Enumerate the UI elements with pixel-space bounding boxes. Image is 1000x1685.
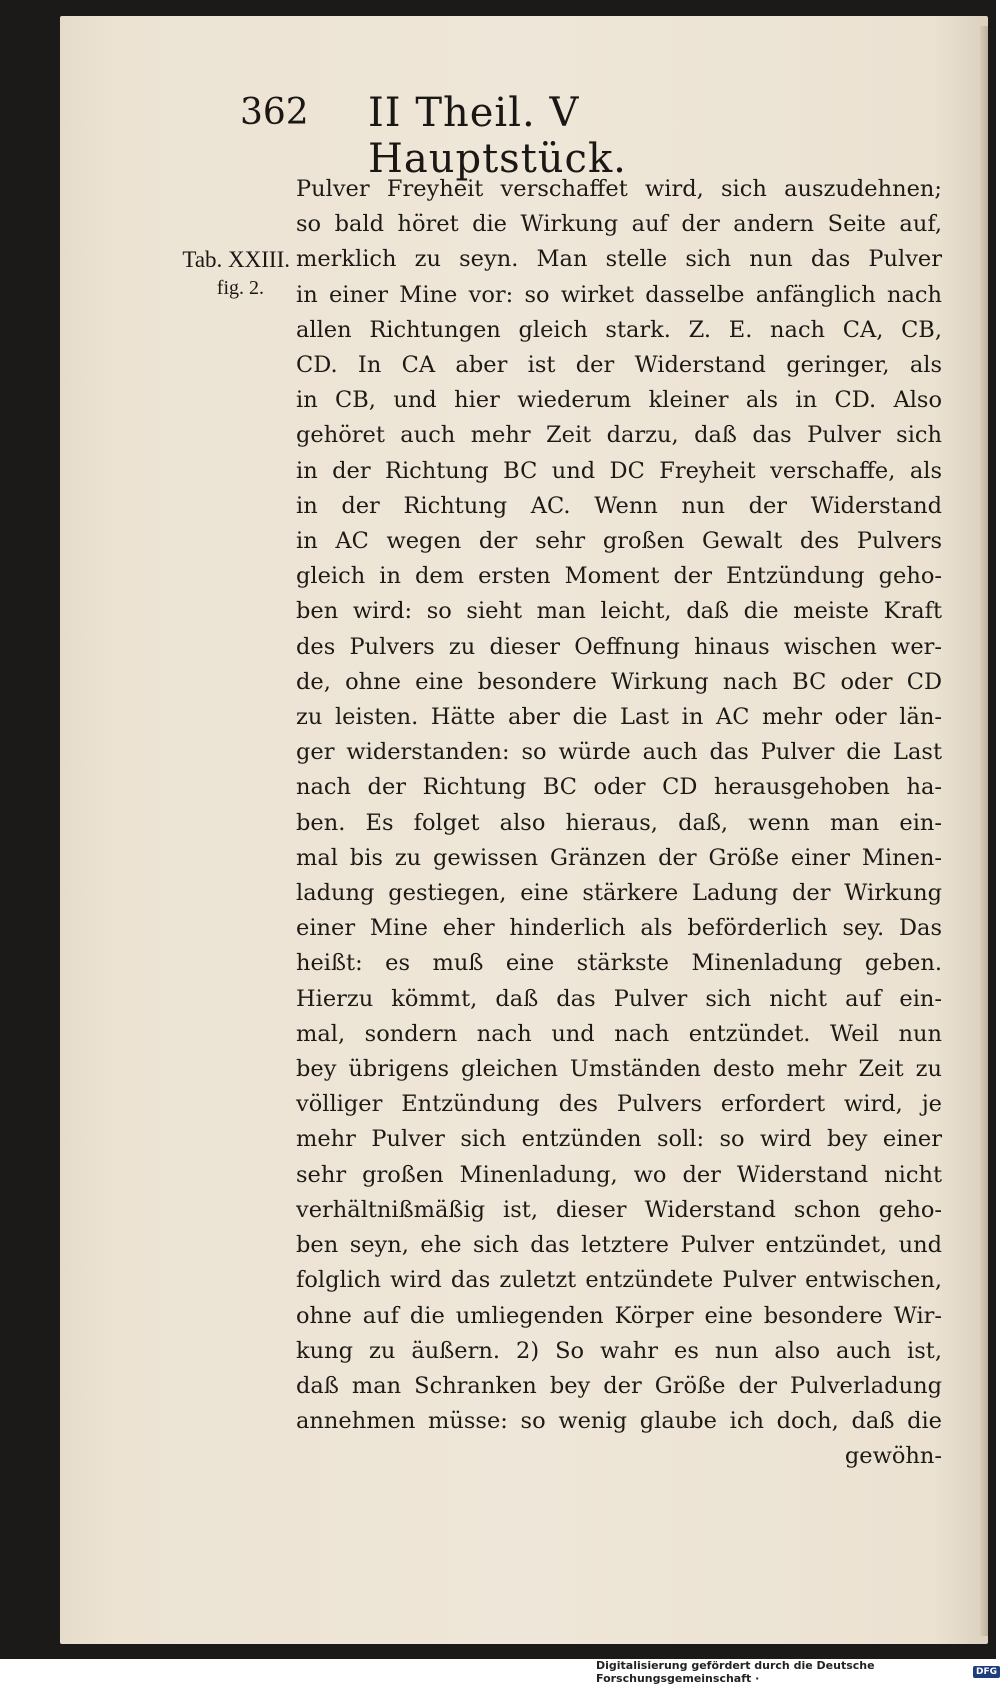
text-line: ben. Es folget also hieraus, daß, wenn man ein- [296,809,942,836]
page-header [240,90,800,182]
credit-text: Digitalisierung gefördert durch die Deutsche Forschungsgemeinschaft · [596,1659,875,1685]
text-line: ladung gestiegen, eine stärkere Ladung der Wirkung [296,880,942,907]
text-line: Hierzu kömmt, daß das Pulver sich nicht auf ein- [296,985,942,1012]
text-line: kung zu äußern. 2) So wahr es nun also auch ist, [296,1337,942,1364]
text-line: nach der Richtung BC oder CD herausgehoben ha- [296,774,942,801]
text-line: in der Richtung BC und DC Freyheit verschaffe, als [296,457,942,484]
text-line: ohne auf die umliegenden Körper eine besondere Wir- [296,1302,942,1329]
text-line: völliger Entzündung des Pulvers erfordert wird, je [296,1091,942,1118]
text-line: merklich zu seyn. Man stelle sich nun das Pulver [296,246,942,273]
text-line: daß man Schranken bey der Größe der Pulverladung [296,1372,942,1399]
text-line: allen Richtungen gleich stark. Z. E. nach CA, CB, [296,316,942,343]
dfg-logo: DFG [973,1666,1000,1678]
text-line: sehr großen Minenladung, wo der Widerstand nicht [296,1161,942,1188]
text-line: in der Richtung AC. Wenn nun der Widerstand [296,492,942,519]
text-line: verhältnißmäßig ist, dieser Widerstand schon geho- [296,1196,942,1223]
text-line: folglich wird das zuletzt entzündete Pulver entwischen, [296,1267,942,1294]
text-line: einer Mine eher hinderlich als beförderlich sey. Das [296,915,942,942]
text-line: mal bis zu gewissen Gränzen der Größe einer Minen- [296,844,942,871]
footer-credit [596,1659,1000,1685]
text-line: des Pulvers zu dieser Oeffnung hinaus wischen wer- [296,633,942,660]
page-number: 362 [240,92,309,133]
table-reference: Tab. XXIII. [182,247,290,272]
body-text [296,172,942,1475]
text-line: ben seyn, ehe sich das letztere Pulver entzündet, und [296,1232,942,1259]
text-line: gleich in dem ersten Moment der Entzündung geho- [296,563,942,590]
text-line: ben wird: so sieht man leicht, daß die meiste Kraft [296,598,942,625]
text-line: Pulver Freyheit verschaffet wird, sich auszudehnen; [296,176,942,202]
page-edge [980,26,988,1636]
text-line: bey übrigens gleichen Umständen desto mehr Zeit zu [296,1056,942,1083]
text-line: so bald höret die Wirkung auf der andern Seite auf, [296,211,942,238]
running-title: II Theil. V Hauptstück. [368,90,627,182]
text-line: annehmen müsse: so wenig glaube ich doch, daß die [296,1408,942,1435]
catchword: gewöhn- [844,1443,942,1470]
text-line: in einer Mine vor: so wirket dasselbe anfänglich nach [296,281,942,308]
text-line: CD. In CA aber ist der Widerstand geringer, als [296,352,942,379]
text-line: mal, sondern nach und nach entzündet. Weil nun [296,1020,942,1047]
figure-reference: fig. 2. [216,277,264,299]
text-line: ger widerstanden: so würde auch das Pulver die Last [296,739,942,766]
text-line: heißt: es muß eine stärkste Minenladung geben. [296,950,942,977]
text-line: zu leisten. Hätte aber die Last in AC mehr oder län- [296,704,942,731]
margin-note [140,245,290,301]
text-line: de, ohne eine besondere Wirkung nach BC oder CD [296,668,942,695]
text-line: mehr Pulver sich entzünden soll: so wird bey einer [296,1126,942,1153]
text-line: in AC wegen der sehr großen Gewalt des Pulvers [296,528,942,555]
text-line: gehöret auch mehr Zeit darzu, daß das Pulver sich [296,422,942,449]
text-line: in CB, und hier wiederum kleiner als in CD. Also [296,387,942,414]
